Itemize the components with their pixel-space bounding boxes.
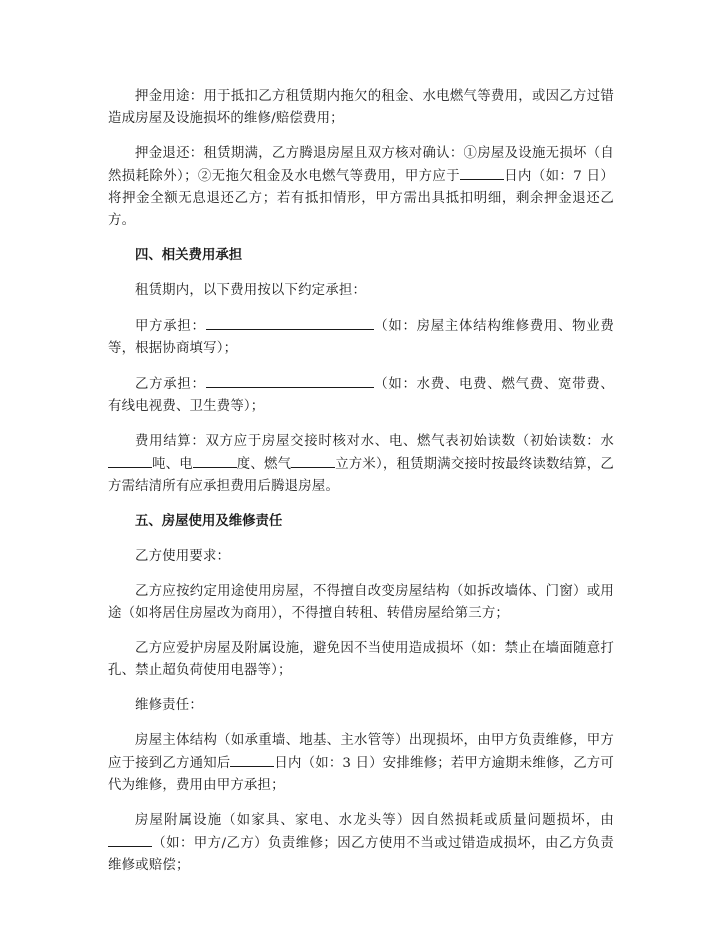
repair-rule-1-text-cont: 日内（如：3 日）安排维修；若甲方逾期未维修，乙方可代为维修，费用由甲方承担； [108,756,614,793]
contract-page [108,86,614,890]
deposit-return-label: 押金退还： [135,146,204,161]
usage-rule-1: 乙方应按约定用途使用房屋，不得擅自改变房屋结构（如拆改墙体、门窗）或用途（如将居住房屋改为商用），不得擅自转租、转借房屋给第三方； [108,584,614,621]
party-b-costs-label: 乙方承担： [135,377,206,392]
repair-days-blank[interactable] [230,752,274,767]
section-5-heading: 五、房屋使用及维修责任 [135,514,283,529]
repair-rule-2 [108,810,614,877]
section-4-heading: 四、相关费用承担 [135,248,243,263]
gas-reading-blank[interactable] [291,453,335,468]
party-a-costs-label: 甲方承担： [135,319,206,334]
party-b-costs-note: （如：水费、电费、燃气费、宽带费、有线电视费、卫生费等）； [108,377,614,414]
repair-rule-2-text: 房屋附属设施（如家具、家电、水龙头等）因自然损耗或质量问题损坏，由 [135,813,614,828]
party-b-costs-paragraph [108,373,614,418]
party-a-costs-paragraph [108,315,614,360]
deposit-return-days-blank[interactable] [460,165,504,180]
deposit-return-text-cont: 日内（如：7 日）将押金全额无息退还乙方；若有抵扣情形，甲方需出具抵扣明细，剩余押金退还乙方。 [108,169,614,228]
section-4-intro: 租赁期内，以下费用按以下约定承担： [135,283,367,298]
repair-rule-1-text: 房屋主体结构（如承重墙、地基、主水管等）出现损坏，由甲方负责维修，甲方应于接到乙方通知后 [108,733,614,771]
deposit-use-paragraph [108,86,614,130]
deposit-return-text: 租赁期满，乙方腾退房屋且双方核对确认：①房屋及设施无损坏（自然损耗除外）；②无拖欠租金及水电燃气等费用，甲方应于 [108,146,615,184]
gas-unit-and-text: 立方米），租赁期满交接时按最终读数结算，乙方需结清所有应承担费用后腾退房屋。 [108,457,614,494]
deposit-use-label: 押金用途： [135,89,204,104]
repair-rule-1 [108,730,614,797]
repair-party-blank[interactable] [108,832,152,847]
settlement-text: 费用结算：双方应于房屋交接时核对水、电、燃气表初始读数（初始读数：水 [135,434,614,449]
repair-responsibility-title: 维修责任： [135,698,203,713]
party-a-costs-blank[interactable] [206,315,374,330]
deposit-use-text: 用于抵扣乙方租赁期内拖欠的租金、水电燃气等费用，或因乙方过错造成房屋及设施损坏的维修/赔偿费用； [108,89,615,126]
water-reading-blank[interactable] [108,453,152,468]
water-unit: 吨、电 [152,457,193,472]
repair-rule-2-text-cont: （如：甲方/乙方）负责维修；因乙方使用不当或过错造成损坏，由乙方负责维修或赔偿； [108,836,614,873]
electricity-unit: 度、燃气 [236,457,292,472]
party-b-costs-blank[interactable] [206,373,374,388]
cost-settlement-paragraph [108,431,614,498]
electricity-reading-blank[interactable] [193,453,237,468]
party-a-costs-note: （如：房屋主体结构维修费用、物业费等，根据协商填写）； [108,319,614,356]
usage-rule-2: 乙方应爱护房屋及附属设施，避免因不当使用造成损坏（如：禁止在墙面随意打孔、禁止超负荷使用电器等）； [108,641,614,678]
usage-requirements-title: 乙方使用要求： [135,549,231,564]
deposit-return-paragraph [108,143,614,232]
